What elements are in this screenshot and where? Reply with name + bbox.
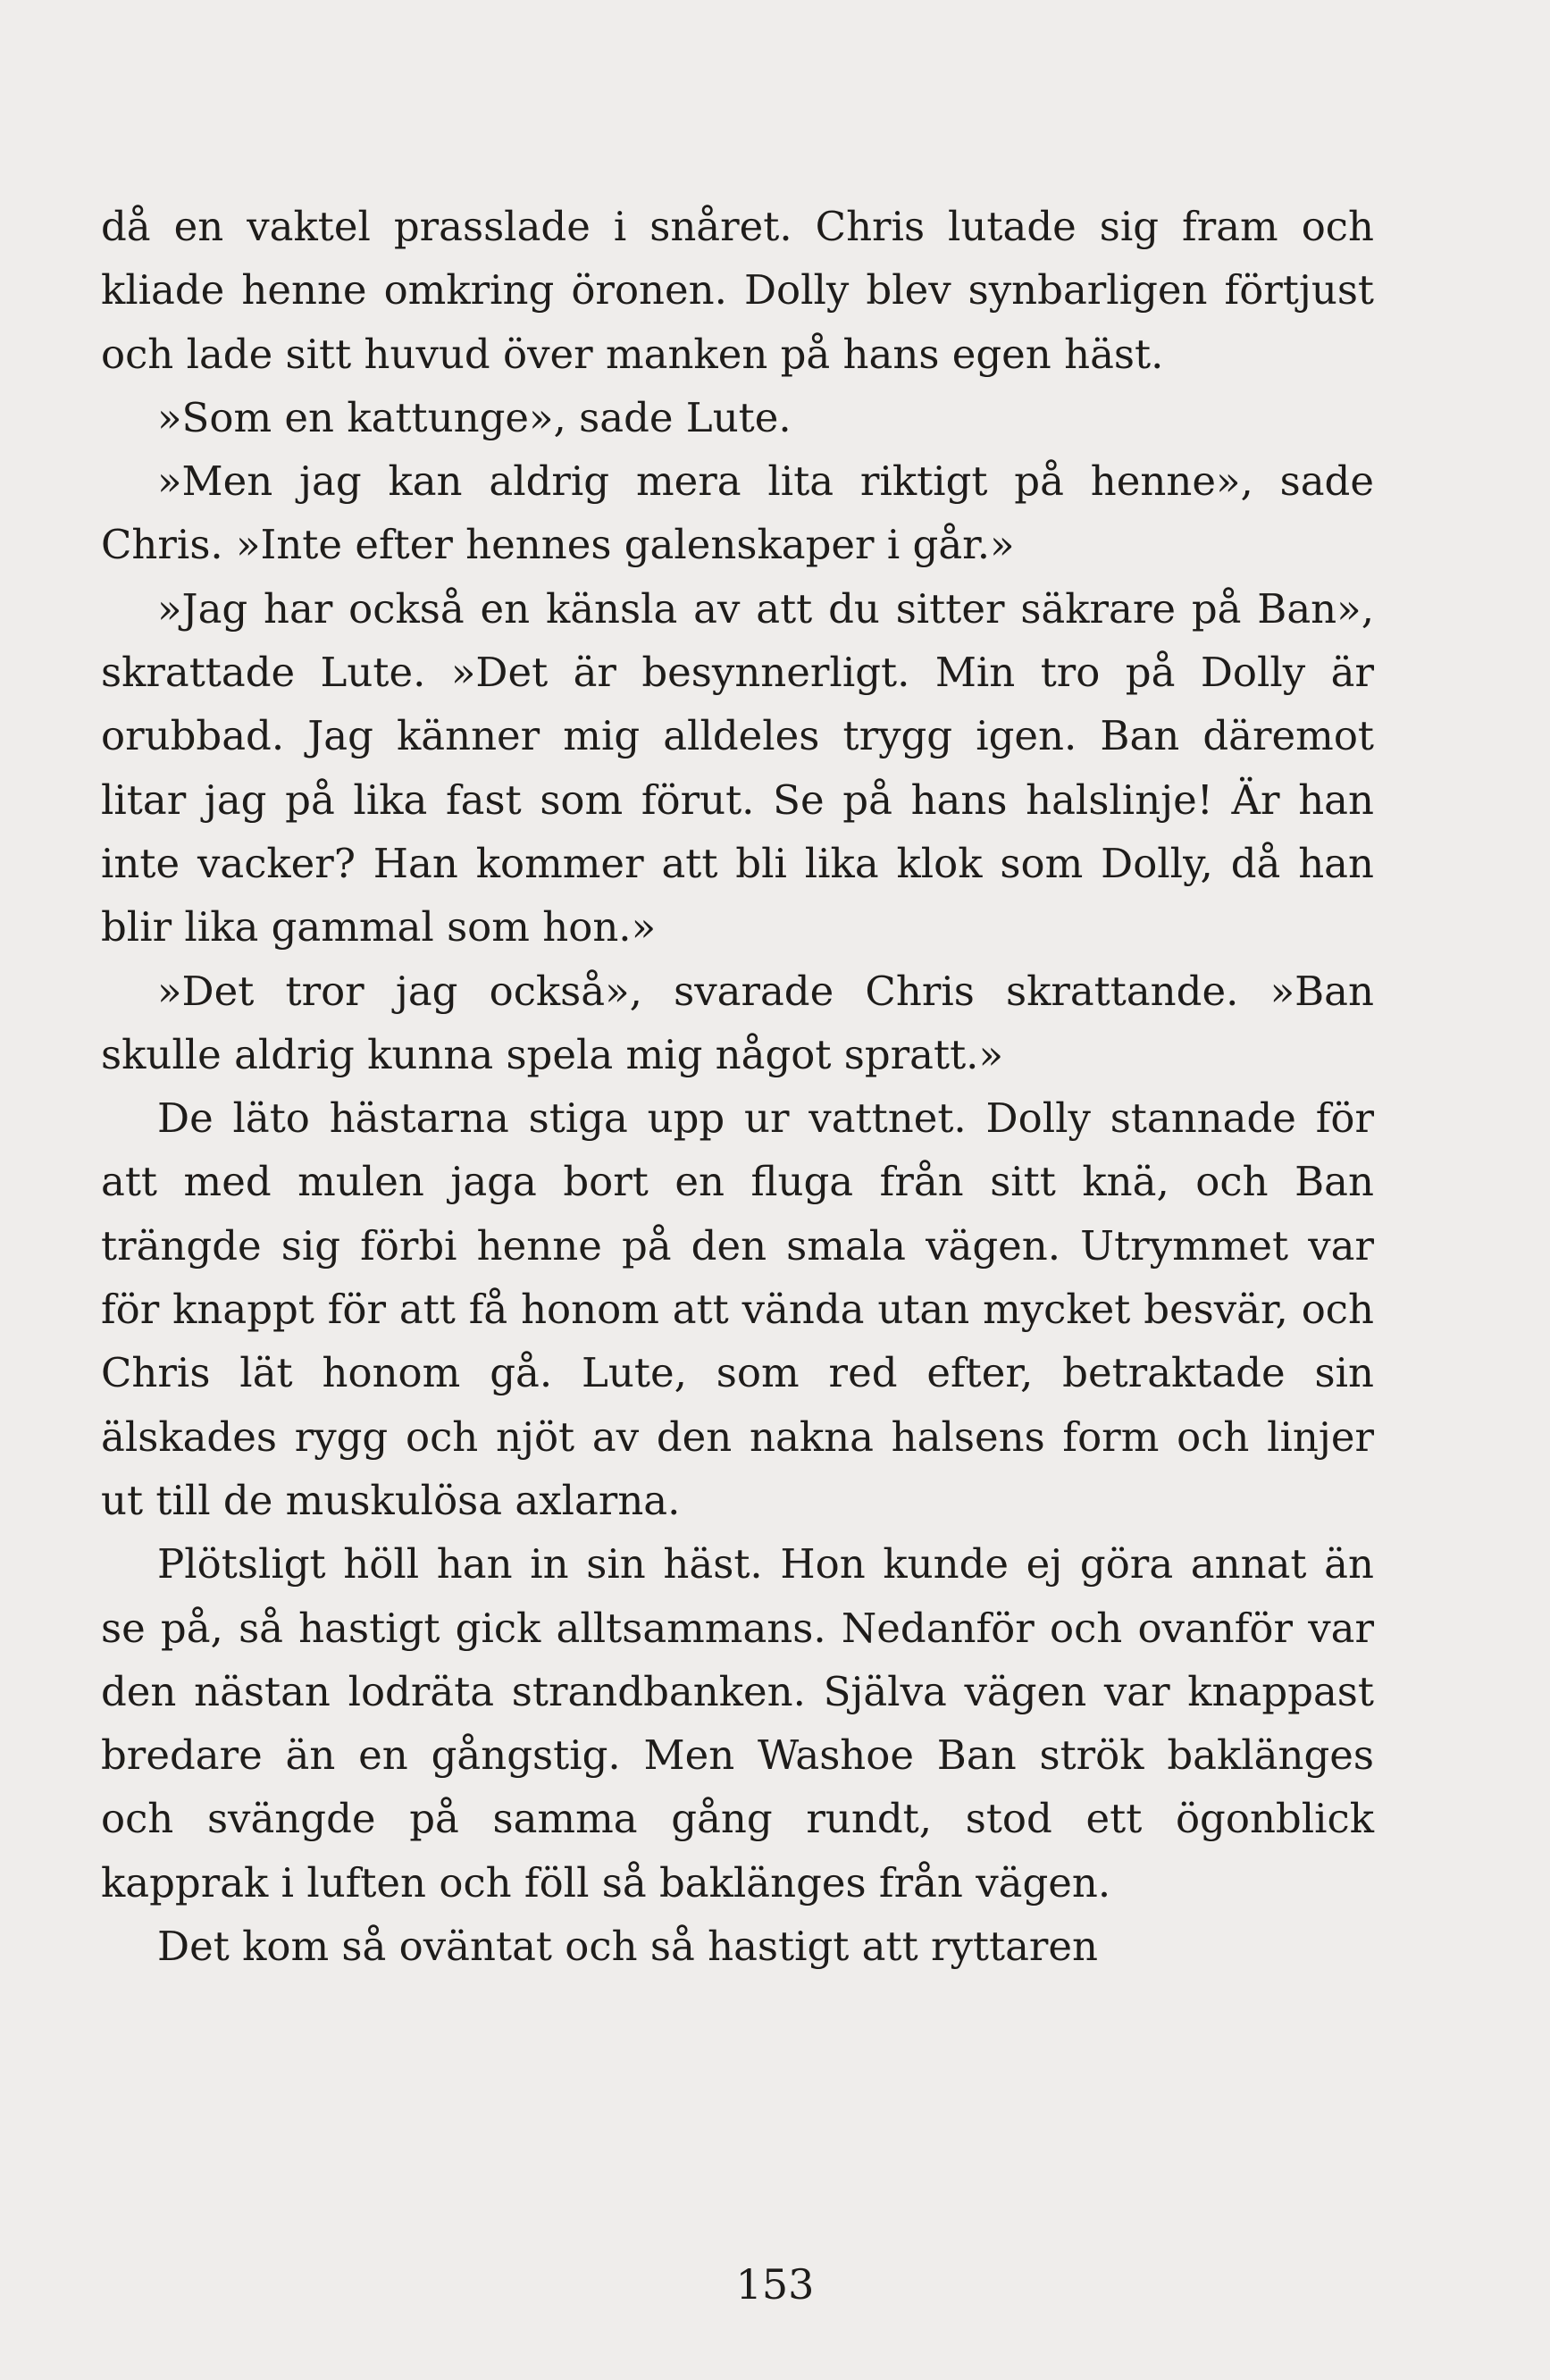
paragraph: Plötsligt höll han in sin häst. Hon kunde ej göra annat än se på, så hastigt gick alltsammans. Nedanför och ovanför var den nästan lodräta strandbanken. Själva vägen var knappast bredare än en gångstig. Men Washoe Ban strök baklänges och svängde på samma gång rundt, stod ett ögonblick kapprak i luften och föll så baklänges från vägen.: [101, 1540, 1374, 1907]
paragraph: då en vaktel prasslade i snåret. Chris lutade sig fram och kliade henne omkring öronen. Dolly blev synbarligen förtjust och lade sitt huvud över manken på hans egen häst.: [101, 203, 1374, 378]
paragraph: »Jag har också en känsla av att du sitter säkrare på Ban», skrattade Lute. »Det är besynnerligt. Min tro på Dolly är orubbad. Jag känner mig alldeles trygg igen. Ban däremot litar jag på lika fast som förut. Se på hans halslinje! Är han inte vacker? Han kommer att bli lika klok som Dolly, då han blir lika gammal som hon.»: [101, 584, 1374, 951]
page-number: 153: [735, 2260, 815, 2309]
paragraph: »Men jag kan aldrig mera lita riktigt på henne», sade Chris. »Inte efter hennes galenskaper i går.»: [101, 457, 1374, 569]
paragraph: »Som en kattunge», sade Lute.: [157, 393, 792, 441]
paragraph: De läto hästarna stiga upp ur vattnet. Dolly stannade för att med mulen jaga bort en fluga från sitt knä, och Ban trängde sig förbi henne på den smala vägen. Utrymmet var för knappt för att få honom att vända utan mycket besvär, och Chris lät honom gå. Lute, som red efter, betraktade sin älskades rygg och njöt av den nakna halsens form och linjer ut till de muskulösa axlarna.: [101, 1094, 1374, 1524]
body-text: [101, 195, 1374, 1978]
paragraph: »Det tror jag också», svarade Chris skrattande. »Ban skulle aldrig kunna spela mig något spratt.»: [101, 967, 1374, 1078]
paragraph: Det kom så oväntat och så hastigt att ryttaren: [157, 1923, 1099, 1971]
